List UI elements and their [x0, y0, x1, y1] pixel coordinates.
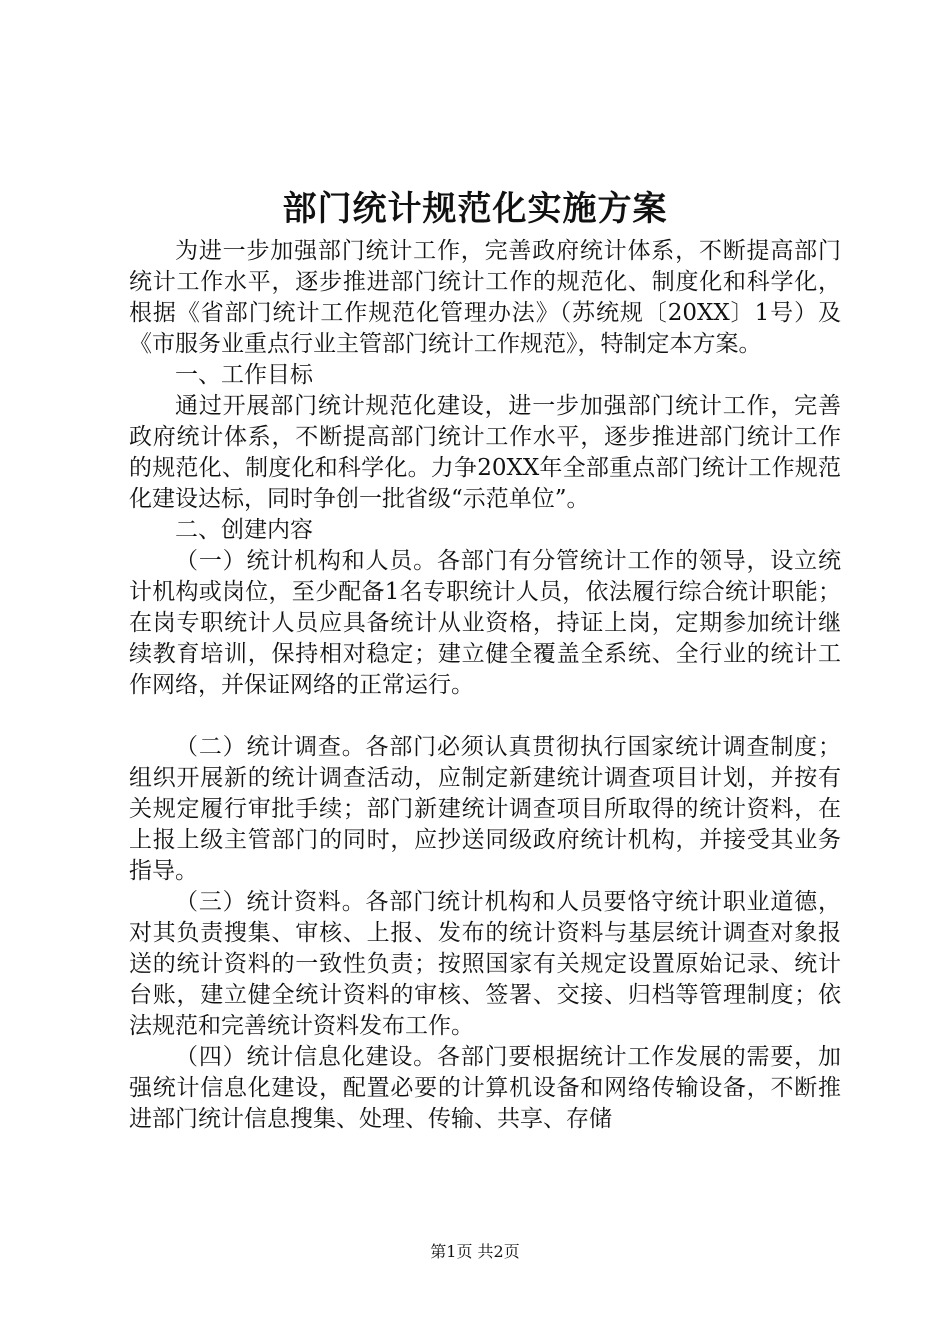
intro-paragraph: 为进一步加强部门统计工作，完善政府统计体系，不断提高部门统计工作水平，逐步推进部门统计工作的规范化、制度化和科学化，根据《省部门统计工作规范化管理办法》（苏统规〔20XX〕1号）及《市服务业重点行业主管部门统计工作规范》，特制定本方案。: [129, 238, 841, 357]
item-4-paragraph: （四）统计信息化建设。各部门要根据统计工作发展的需要，加强统计信息化建设，配置必要的计算机设备和网络传输设备，不断推进部门统计信息搜集、处理、传输、共享、存储: [129, 1044, 841, 1132]
item-3-paragraph: （三）统计资料。各部门统计机构和人员要恪守统计职业道德，对其负责搜集、审核、上报、发布的统计资料与基层统计调查对象报送的统计资料的一致性负责；按照国家有关规定设置原始记录、统计台账，建立健全统计资料的审核、签署、交接、归档等管理制度；依法规范和完善统计资料发布工作。: [129, 889, 841, 1039]
section-heading-work-goals: 一、工作目标: [175, 362, 313, 388]
document-body: [129, 236, 841, 1135]
document-title: 部门统计规范化实施方案: [282, 189, 668, 229]
work-goals-paragraph: 通过开展部门统计规范化建设，进一步加强部门统计工作，完善政府统计体系，不断提高部门统计工作水平，逐步推进部门统计工作的规范化、制度化和科学化。力争20XX年全部重点部门统计工作规范化建设达标，同时争创一批省级“示范单位”。: [129, 393, 841, 512]
section-heading-creation-content: 二、创建内容: [175, 517, 313, 543]
item-2-paragraph: （二）统计调查。各部门必须认真贯彻执行国家统计调查制度；组织开展新的统计调查活动，应制定新建统计调查项目计划，并按有关规定履行审批手续；部门新建统计调查项目所取得的统计资料，在上报上级主管部门的同时，应抄送同级政府统计机构，并接受其业务指导。: [129, 734, 841, 884]
page-footer: 第1页 共2页: [430, 1242, 520, 1261]
item-1-paragraph: （一）统计机构和人员。各部门有分管统计工作的领导，设立统计机构或岗位，至少配备1名专职统计人员，依法履行综合统计职能；在岗专职统计人员应具备统计从业资格，持证上岗，定期参加统计继续教育培训，保持相对稳定；建立健全覆盖全系统、全行业的统计工作网络，并保证网络的正常运行。: [129, 548, 841, 698]
